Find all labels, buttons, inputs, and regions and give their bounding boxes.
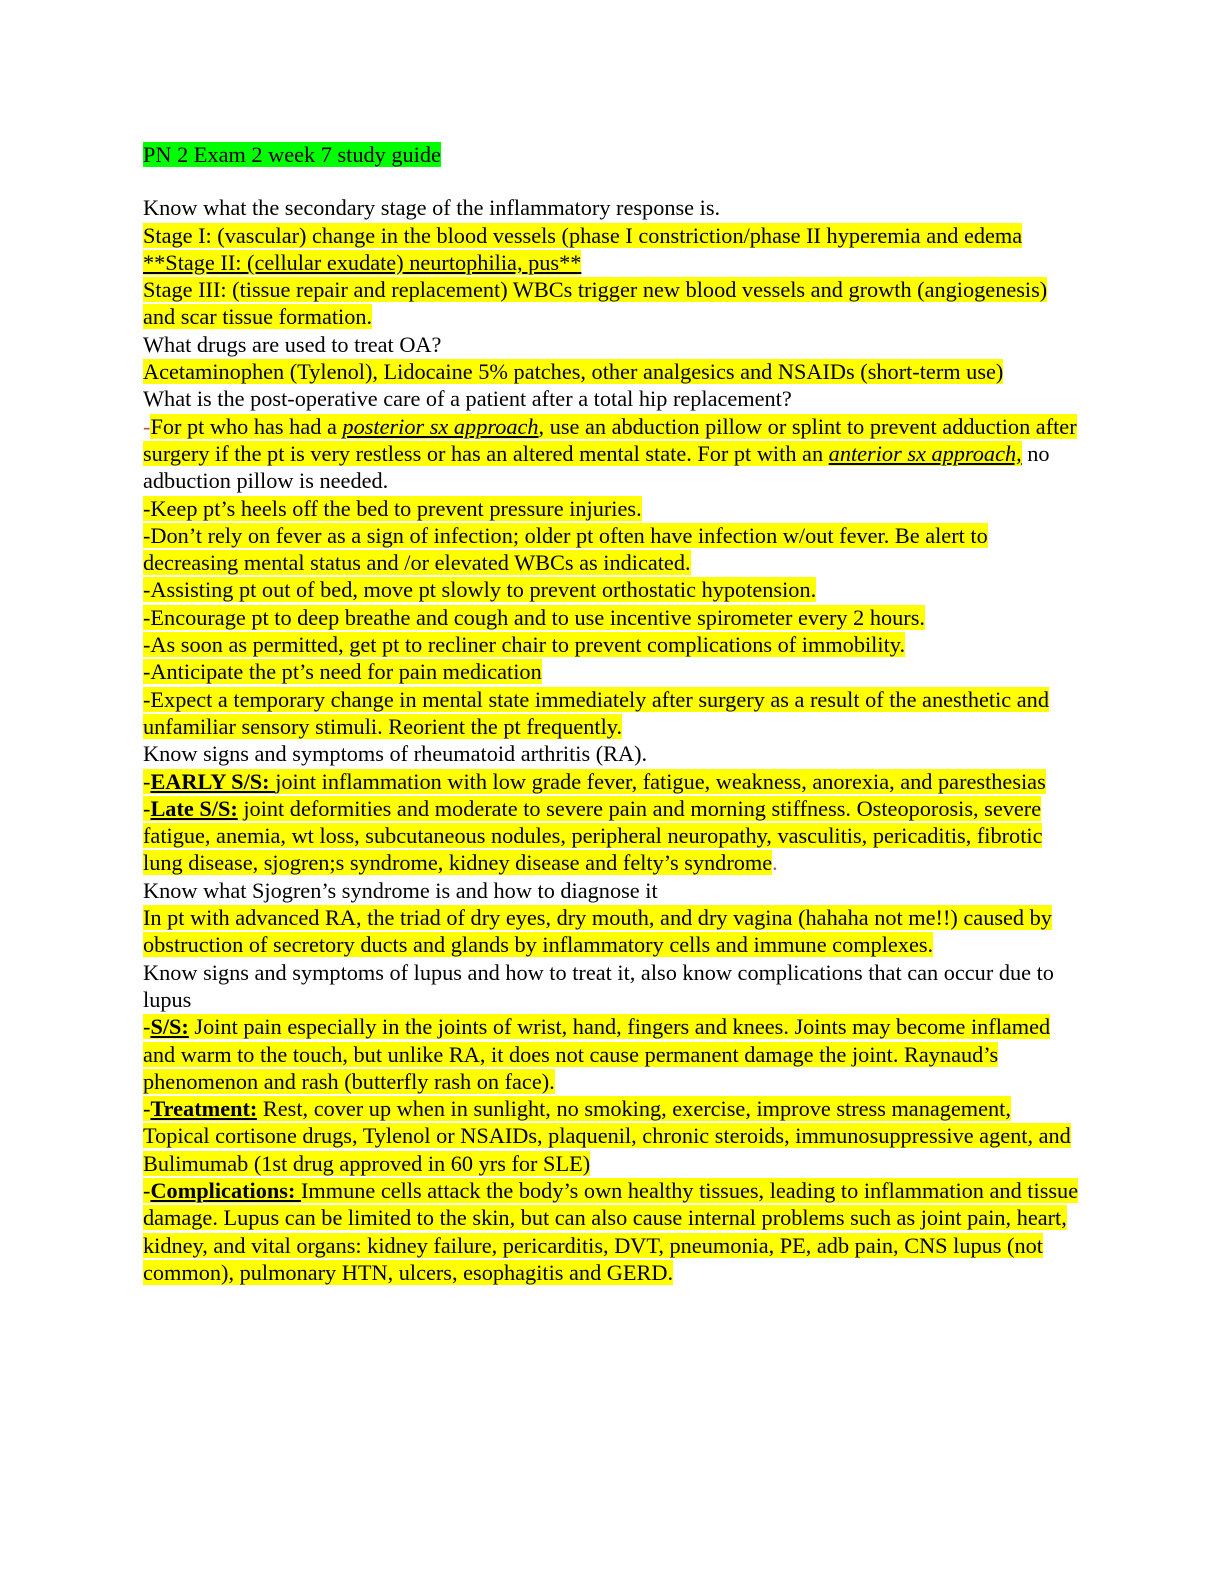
answer-lupus-ss: -S/S: Joint pain especially in the joints of wrist, hand, fingers and knees. Joints may become inflamed and warm to the touch, but unlike RA, it does not cause permanent damage the joint. Raynaud’s phenomenon and rash (butterfly rash on face).	[143, 1014, 1051, 1094]
answer-ra-early: -EARLY S/S: joint inflammation with low grade fever, fatigue, weakness, anorexia, and paresthesias	[143, 768, 1046, 794]
answer-hip-bed: -Assisting pt out of bed, move pt slowly to prevent orthostatic hypotension.	[143, 577, 817, 603]
answer-hip-heels: -Keep pt’s heels off the bed to prevent pressure injuries.	[143, 495, 642, 521]
answer-hip-pain: -Anticipate the pt’s need for pain medication	[143, 659, 542, 685]
answer-lupus-drugs: Topical cortisone drugs, Tylenol or NSAIDs, plaquenil, chronic steroids, immunosuppressive agent, and Bulimumab (1st drug approved in 60 yrs for SLE)	[143, 1123, 1071, 1176]
question-sjogren: Know what Sjogren’s syndrome is and how to diagnose it	[143, 877, 658, 903]
answer-stage-1: Stage I: (vascular) change in the blood vessels (phase I constriction/phase II hyperemia and edema	[143, 222, 1023, 248]
answer-ra-late: -Late S/S: joint deformities and moderate to severe pain and morning stiffness. Osteoporosis, severe fatigue, anemia, wt loss, subcutaneous nodules, peripheral neuropathy, vasculitis, pericaditis, fibrotic lung disease, sjogren;s syndrome, kidney disease and felty’s syndrome.	[143, 795, 1043, 876]
question-lupus: Know signs and symptoms of lupus and how to treat it, also know complications that can occur due to lupus	[143, 959, 1054, 1012]
answer-hip-fever: -Don’t rely on fever as a sign of infection; older pt often have infection w/out fever. Be alert to decreasing mental status and /or elevated WBCs as indicated.	[143, 522, 988, 576]
question-inflammatory-stage: Know what the secondary stage of the inflammatory response is.	[143, 195, 721, 221]
question-oa-drugs: What drugs are used to treat OA?	[143, 331, 442, 357]
question-hip-replacement: What is the post-operative care of a patient after a total hip replacement?	[143, 386, 792, 412]
answer-hip-breathe: -Encourage pt to deep breathe and cough and to use incentive spirometer every 2 hours.	[143, 604, 925, 630]
answer-hip-mental: -Expect a temporary change in mental state immediately after surgery as a result of the anesthetic and unfamiliar sensory stimuli. Reorient the pt frequently.	[143, 686, 1049, 739]
answer-lupus-treatment: -Treatment: Rest, cover up when in sunlight, no smoking, exercise, improve stress management,	[143, 1096, 1011, 1122]
question-ra-symptoms: Know signs and symptoms of rheumatoid arthritis (RA).	[143, 741, 648, 767]
answer-lupus-complications: -Complications: Immune cells attack the body’s own healthy tissues, leading to inflammation and tissue damage. Lupus can be limited to the skin, but can also cause internal problems such as joint pain, heart, kidney, and vital organs: kidney failure, pericarditis, DVT, pneumonia, PE, adb pain, CNS lupus (not common), pulmonary HTN, ulcers, esophagitis and GERD.	[143, 1177, 1079, 1285]
answer-sjogren: In pt with advanced RA, the triad of dry eyes, dry mouth, and dry vagina (hahaha not me!!) caused by obstruction of secretory ducts and glands by inflammatory cells and immune complexes.	[143, 905, 1052, 958]
answer-hip-recliner: -As soon as permitted, get pt to recliner chair to prevent complications of immobility.	[143, 632, 906, 658]
answer-stage-2: **Stage II: (cellular exudate) neurtophilia, pus**	[143, 249, 582, 275]
document-page	[143, 141, 1083, 1286]
answer-hip-abduction: -For pt who has had a posterior sx approach, use an abduction pillow or splint to prevent adduction after surgery if the pt is very restless or has an altered mental state. For pt with an anterior sx approach, no adbuction pillow is needed.	[143, 413, 1077, 494]
answer-oa-drugs: Acetaminophen (Tylenol), Lidocaine 5% patches, other analgesics and NSAIDs (short-term use)	[143, 359, 1004, 385]
document-title: PN 2 Exam 2 week 7 study guide	[143, 142, 441, 167]
answer-stage-3: Stage III: (tissue repair and replacement) WBCs trigger new blood vessels and growth (angiogenesis) and scar tissue formation.	[143, 277, 1048, 330]
